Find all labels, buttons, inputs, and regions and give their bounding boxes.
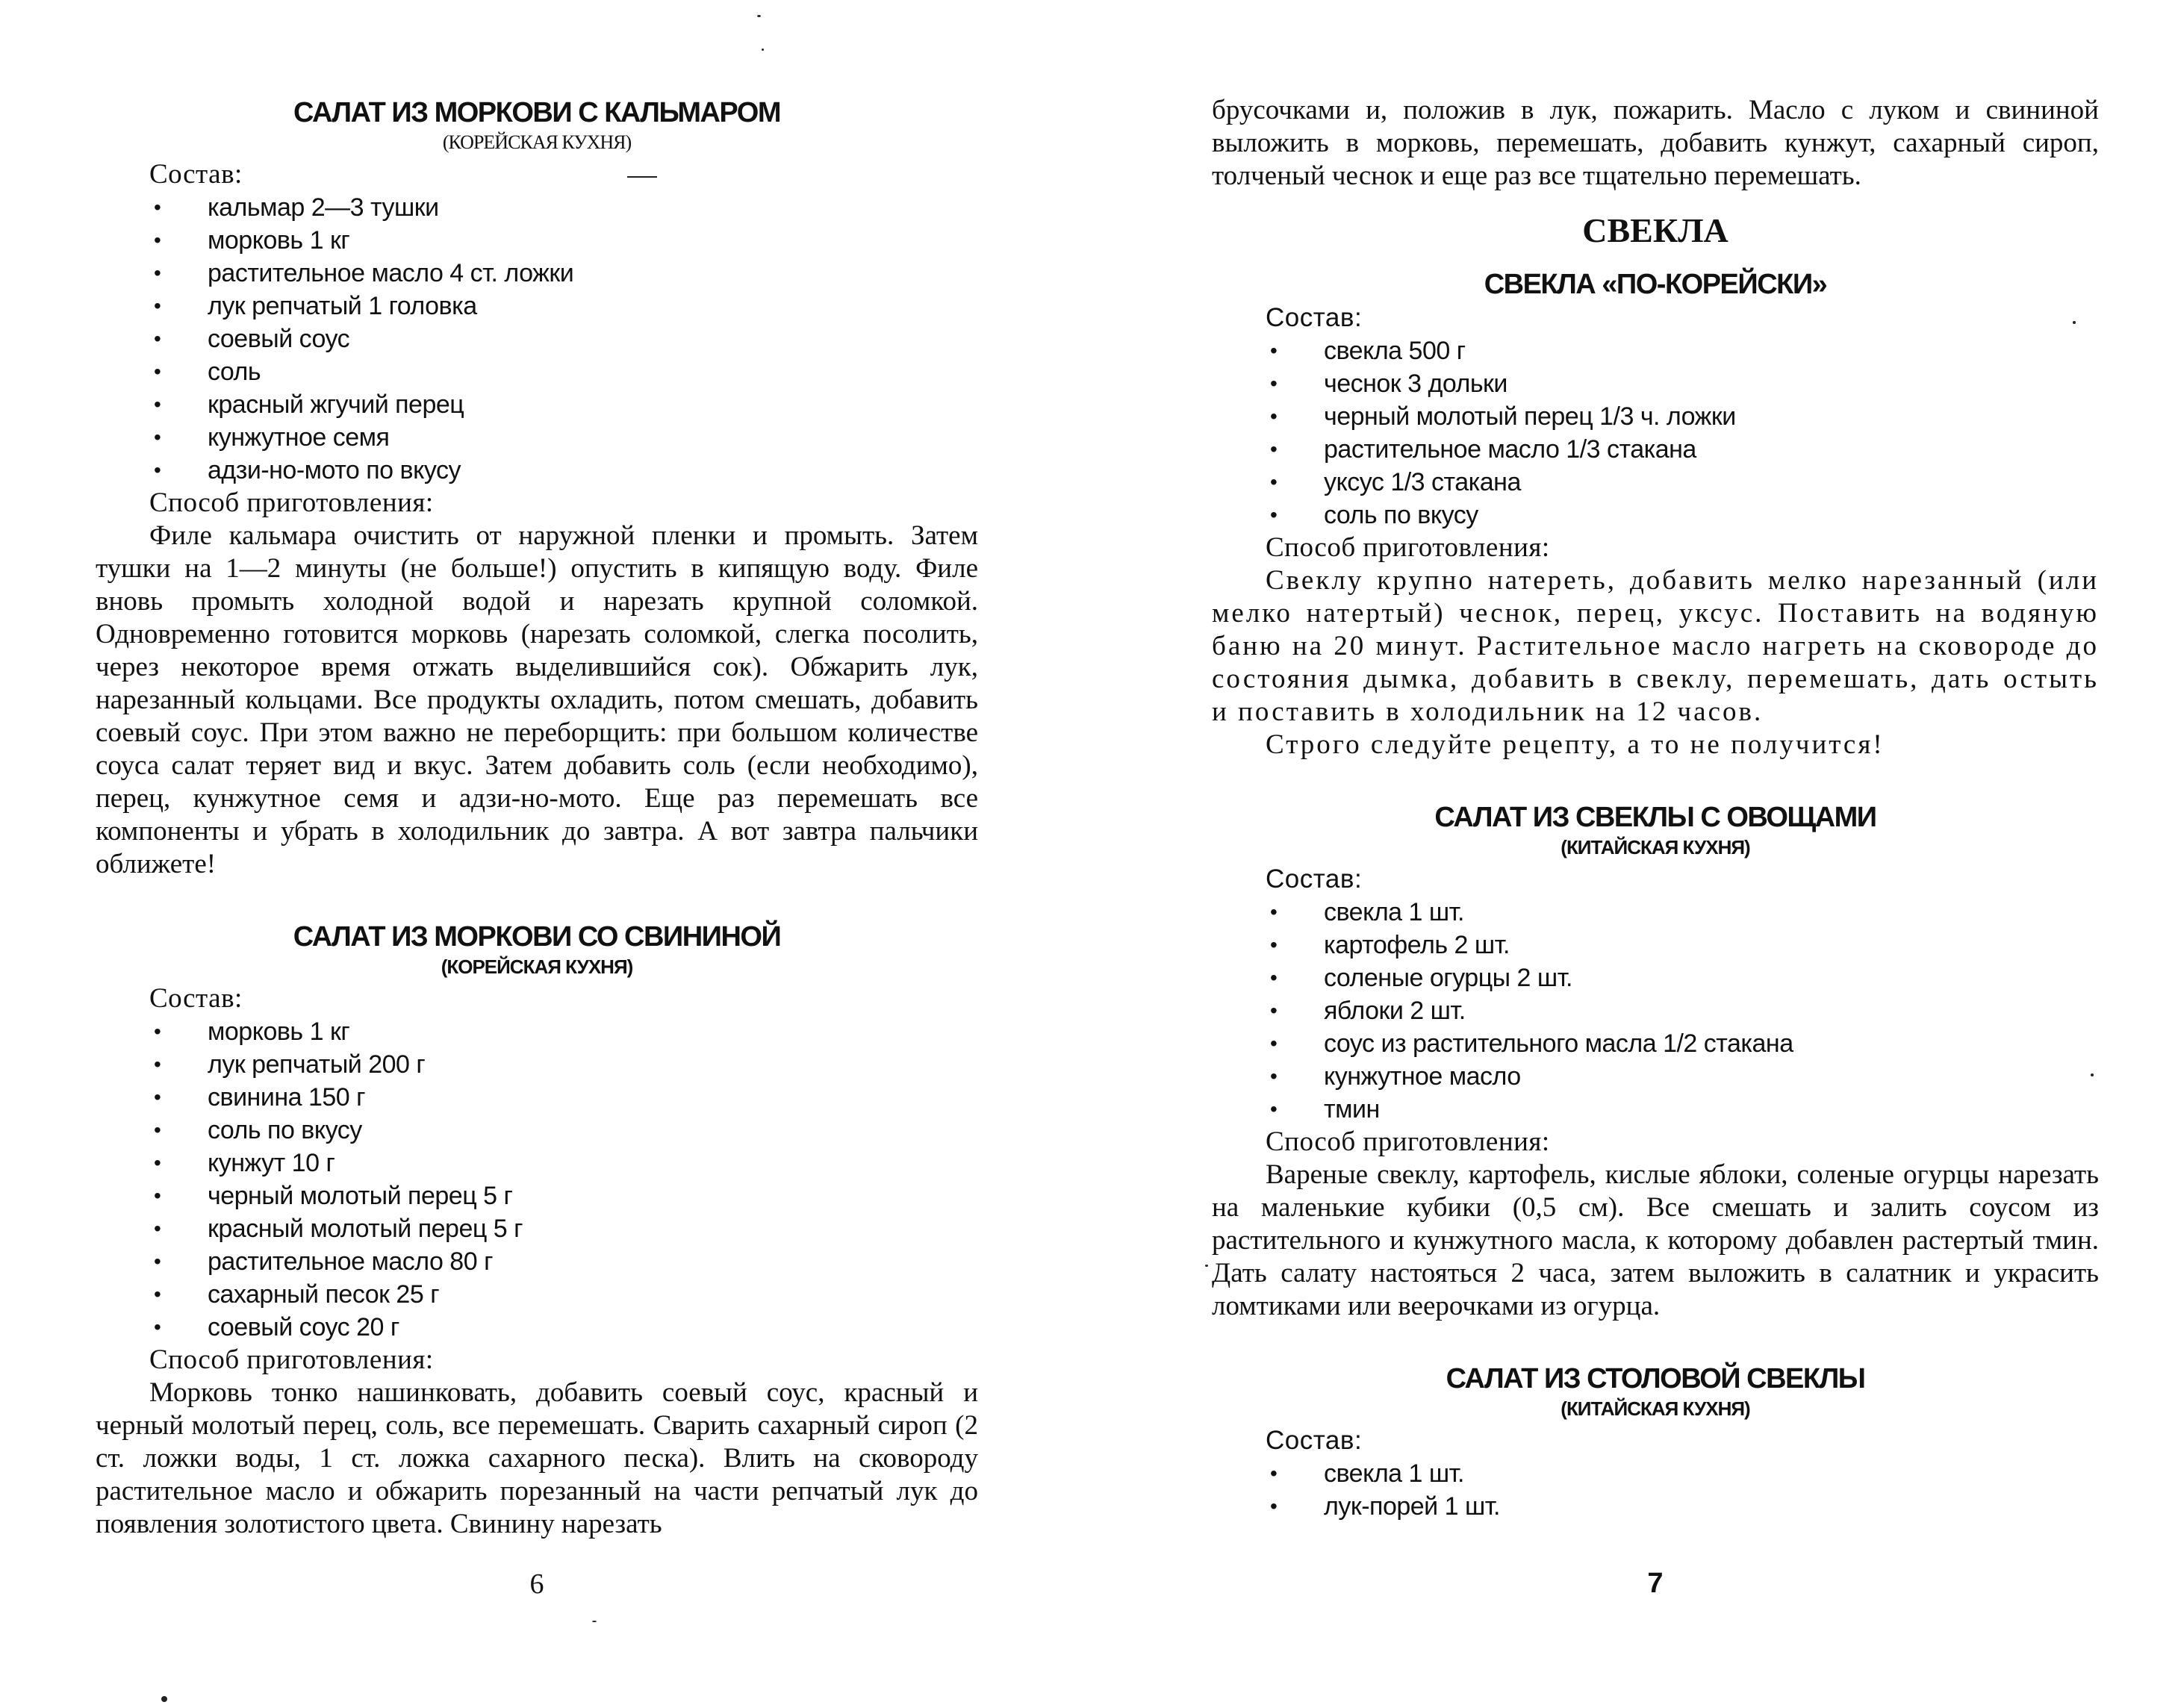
ingredient-text: кальмар 2—3 тушки: [208, 193, 439, 222]
scan-speck: [627, 176, 657, 178]
ingredient-item: [1212, 1457, 2099, 1490]
ingredients-label: Состав:: [1266, 864, 1363, 894]
ingredients-list: [1212, 896, 2099, 1126]
ingredient-item: [1212, 994, 2099, 1027]
recipe-title: САЛАТ ИЗ СТОЛОВОЙ СВЕКЛЫ: [1446, 1363, 1865, 1394]
bullet-icon: •: [154, 1085, 161, 1109]
ingredient-item: [96, 1245, 978, 1278]
bullet-icon: •: [1270, 1462, 1278, 1485]
ingredient-item: [96, 421, 978, 454]
ingredient-text: черный молотый перец 1/3 ч. ложки: [1324, 402, 1736, 431]
section-title: СВЕКЛА: [1582, 211, 1729, 249]
ingredient-item: [96, 1278, 978, 1311]
ingredient-item: [1212, 1490, 2099, 1523]
ingredient-item: [1212, 334, 2099, 367]
recipe-subtitle: (КОРЕЙСКАЯ КУХНЯ): [442, 131, 632, 153]
ingredients-label: Состав:: [149, 983, 243, 1014]
ingredients-list: [96, 1015, 978, 1344]
ingredient-text: черный молотый перец 5 г: [208, 1182, 513, 1210]
page-number: 6: [529, 1568, 544, 1600]
ingredient-text: соленые огурцы 2 шт.: [1324, 964, 1572, 992]
ingredient-text: соус из растительного масла 1/2 стакана: [1324, 1029, 1793, 1058]
bullet-icon: •: [154, 1315, 161, 1338]
bullet-icon: •: [1270, 1494, 1278, 1518]
bullet-icon: •: [154, 393, 161, 416]
ingredient-text: растительное масло 1/3 стакана: [1324, 435, 1696, 464]
ingredient-text: картофель 2 шт.: [1324, 931, 1510, 959]
recipe-carrot-pork: [96, 920, 978, 1541]
ingredient-text: лук репчатый 1 головка: [208, 292, 477, 320]
ingredients-list: [1212, 1457, 2099, 1523]
bullet-icon: •: [1270, 339, 1278, 362]
bullet-icon: •: [1270, 999, 1278, 1022]
ingredient-text: свекла 500 г: [1324, 337, 1466, 365]
bullet-icon: •: [154, 1020, 161, 1043]
ingredient-text: соевый соус 20 г: [208, 1313, 399, 1341]
ingredient-item: [96, 1015, 978, 1048]
ingredient-item: [96, 388, 978, 421]
ingredients-label: Состав:: [149, 159, 243, 190]
ingredient-item: [96, 224, 978, 257]
ingredient-text: яблоки 2 шт.: [1324, 997, 1466, 1025]
ingredient-text: кунжутное масло: [1324, 1062, 1521, 1091]
ingredient-item: [1212, 499, 2099, 532]
ingredient-text: растительное масло 4 ст. ложки: [208, 259, 574, 287]
ingredient-item: [1212, 1027, 2099, 1060]
bullet-icon: •: [154, 1118, 161, 1141]
ingredient-text: адзи-но-мото по вкусу: [208, 456, 461, 484]
ingredient-item: [1212, 929, 2099, 961]
bullet-icon: •: [1270, 1032, 1278, 1055]
ingredients-label: Состав:: [1266, 303, 1363, 332]
recipe-title: САЛАТ ИЗ МОРКОВИ С КАЛЬМАРОМ: [293, 97, 780, 128]
bullet-icon: •: [1270, 1097, 1278, 1121]
ingredient-text: уксус 1/3 стакана: [1324, 468, 1521, 496]
ingredient-item: [1212, 367, 2099, 400]
ingredient-text: красный жгучий перец: [208, 390, 464, 419]
recipe-note: Строго следуйте рецепту, а то не получится!: [1266, 729, 1885, 760]
recipe-subtitle: (КИТАЙСКАЯ КУХНЯ): [1561, 1397, 1750, 1420]
bullet-icon: •: [154, 458, 161, 481]
bullet-icon: •: [154, 1250, 161, 1273]
bullet-icon: •: [1270, 1065, 1278, 1088]
ingredient-text: соль по вкусу: [1324, 501, 1478, 529]
bullet-icon: •: [1270, 966, 1278, 989]
ingredient-text: свинина 150 г: [208, 1083, 366, 1112]
bullet-icon: •: [1270, 933, 1278, 956]
ingredient-item: [1212, 961, 2099, 994]
ingredient-item: [1212, 466, 2099, 499]
ingredient-item: [1212, 1060, 2099, 1093]
ingredient-text: лук-порей 1 шт.: [1324, 1492, 1500, 1521]
recipe-title: СВЕКЛА «ПО-КОРЕЙСКИ»: [1484, 269, 1827, 300]
method-label: Способ приготовления:: [1266, 532, 1550, 563]
ingredient-item: [96, 257, 978, 290]
bullet-icon: •: [154, 360, 161, 383]
bullet-icon: •: [1270, 470, 1278, 493]
recipe-beet-korean: [1212, 267, 2099, 761]
ingredient-text: соль: [208, 358, 261, 386]
recipe-title: САЛАТ ИЗ СВЕКЛЫ С ОВОЩАМИ: [1434, 802, 1876, 833]
method-text: Вареные свеклу, картофель, кислые яблоки, соленые огурцы нарезать на маленькие кубики (0,5 см). Все смешать и залить соусом из растительного и кунжутного масла, к которому добавлен растертый тмин. Дать салату настояться 2 часа, затем выложить в салатник и украсить ломтиками или веерочками из огурца.: [1212, 1159, 2099, 1321]
ingredient-item: [96, 1114, 978, 1147]
ingredient-text: свекла 1 шт.: [1324, 898, 1464, 926]
bullet-icon: •: [1270, 503, 1278, 526]
scan-speck: [161, 1696, 167, 1702]
bullet-icon: •: [154, 426, 161, 449]
ingredient-item: [96, 191, 978, 224]
scan-speck: [2073, 321, 2076, 324]
recipe-table-beet: [1212, 1362, 2099, 1523]
scan-speck: [1205, 1265, 1208, 1267]
recipe-beet-vegetables: [1212, 800, 2099, 1323]
bullet-icon: •: [1270, 437, 1278, 461]
bullet-icon: •: [154, 1184, 161, 1207]
scan-speck: [592, 1621, 597, 1622]
ingredient-text: кунжутное семя: [208, 423, 390, 452]
method-label: Способ приготовления:: [149, 487, 434, 518]
ingredient-text: морковь 1 кг: [208, 226, 350, 255]
ingredient-item: [96, 322, 978, 355]
page-number: 7: [1647, 1568, 1664, 1599]
bullet-icon: •: [154, 327, 161, 350]
scan-speck: [757, 15, 761, 17]
recipe-subtitle: (КОРЕЙСКАЯ КУХНЯ): [441, 956, 633, 978]
ingredient-text: тмин: [1324, 1095, 1380, 1123]
ingredient-item: [96, 1311, 978, 1344]
ingredient-text: чеснок 3 дольки: [1324, 370, 1507, 398]
bullet-icon: •: [154, 261, 161, 284]
ingredient-item: [96, 454, 978, 487]
ingredient-item: [96, 1212, 978, 1245]
method-text: Морковь тонко нашинковать, добавить соевый соус, красный и черный молотый перец, соль, все перемешать. Сварить сахарный сироп (2 ст. ложки воды, 1 ст. ложка сахарного песка). Влить на сковороду растительное масло и обжарить порезанный на части репчатый лук до появления золотистого цвета. Свинину нарезать: [96, 1377, 978, 1539]
ingredient-text: морковь 1 кг: [208, 1017, 350, 1046]
ingredient-text: соевый соус: [208, 325, 350, 353]
bullet-icon: •: [154, 196, 161, 219]
ingredient-item: [96, 1048, 978, 1081]
ingredients-list: [96, 191, 978, 487]
ingredient-text: лук репчатый 200 г: [208, 1050, 426, 1079]
ingredient-text: красный молотый перец 5 г: [208, 1215, 523, 1243]
scan-speck: [762, 49, 764, 51]
ingredient-item: [96, 290, 978, 322]
ingredient-text: сахарный песок 25 г: [208, 1280, 440, 1309]
ingredient-item: [96, 355, 978, 388]
bullet-icon: •: [154, 1053, 161, 1076]
method-label: Способ приготовления:: [1266, 1126, 1550, 1157]
bullet-icon: •: [1270, 900, 1278, 923]
ingredient-item: [1212, 1093, 2099, 1126]
ingredient-text: свекла 1 шт.: [1324, 1459, 1464, 1488]
recipe-subtitle: (КИТАЙСКАЯ КУХНЯ): [1561, 836, 1750, 858]
bullet-icon: •: [1270, 405, 1278, 428]
recipe-carrot-squid: [96, 96, 978, 881]
bullet-icon: •: [154, 294, 161, 317]
bullet-icon: •: [154, 1217, 161, 1240]
ingredients-label: Состав:: [1266, 1426, 1363, 1455]
ingredients-list: [1212, 334, 2099, 532]
bullet-icon: •: [1270, 372, 1278, 395]
bullet-icon: •: [154, 228, 161, 252]
scan-speck: [2091, 1073, 2094, 1076]
method-text: Филе кальмара очистить от наружной пленки и промыть. Затем тушки на 1—2 минуты (не больше!) опустить в кипящую воду. Филе вновь промыть холодной водой и нарезать крупной соломкой. Одновременно готовится морковь (нарезать соломкой, слегка посолить, через некоторое время отжать выделившийся сок). Обжарить лук, нарезанный кольцами. Все продукты охладить, потом смешать, добавить соевый соус. При этом важно не переборщить: при большом количестве соуса салат теряет вид и вкус. Затем добавить соль (если необходимо), перец, кунжутное семя и адзи-но-мото. Еще раз перемешать все компоненты и убрать в холодильник до завтра. А вот завтра пальчики оближете!: [96, 520, 978, 879]
method-label: Способ приготовления:: [149, 1344, 434, 1375]
ingredient-text: кунжут 10 г: [208, 1149, 335, 1177]
left-page: [96, 0, 978, 1708]
method-text: Свеклу крупно натереть, добавить мелко нарезанный (или мелко натертый) чеснок, перец, уксус. Поставить на водяную баню на 20 минут. Растительное масло нагреть на сковороде до состояния дымка, добавить в свеклу, перемешать, дать остыть и поставить в холодильник на 12 часов.: [1212, 565, 2099, 727]
bullet-icon: •: [154, 1282, 161, 1306]
ingredient-item: [96, 1147, 978, 1179]
ingredient-text: растительное масло 80 г: [208, 1247, 493, 1276]
ingredient-item: [1212, 400, 2099, 433]
ingredient-item: [1212, 433, 2099, 466]
ingredient-item: [96, 1179, 978, 1212]
ingredient-item: [96, 1081, 978, 1114]
recipe-title: САЛАТ ИЗ МОРКОВИ СО СВИНИНОЙ: [293, 921, 781, 953]
ingredient-item: [1212, 896, 2099, 929]
continuation-text: брусочками и, положив в лук, пожарить. Масло с луком и свининой выложить в морковь, перемешать, добавить кунжут, сахарный сироп, толченый чеснок и еще раз все тщательно перемешать.: [1212, 95, 2099, 191]
bullet-icon: •: [154, 1151, 161, 1174]
right-page: [1212, 0, 2099, 1708]
ingredient-text: соль по вкусу: [208, 1116, 362, 1144]
